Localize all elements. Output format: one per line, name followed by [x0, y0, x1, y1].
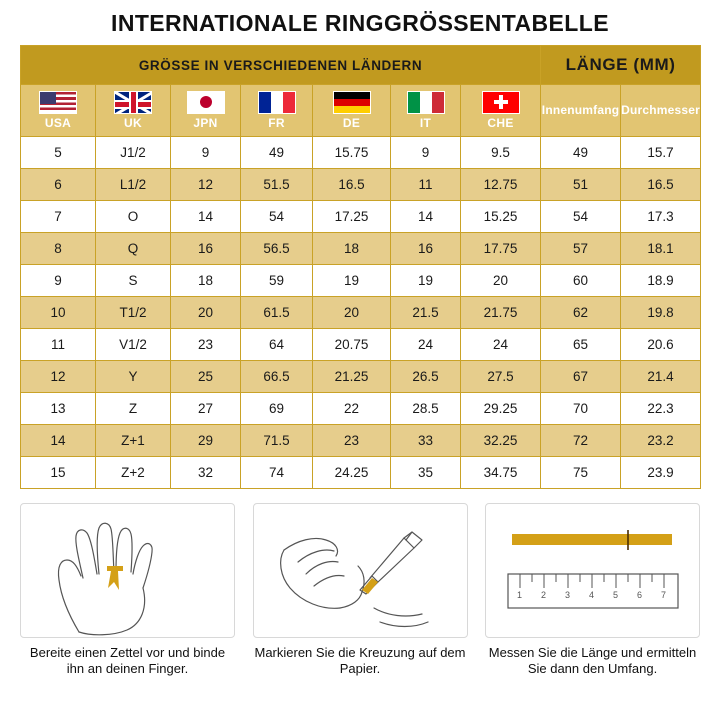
cell-jpn: 29 [171, 425, 241, 457]
cell-uk: J1/2 [96, 137, 171, 169]
cell-usa: 14 [21, 425, 96, 457]
cell-uk: T1/2 [96, 297, 171, 329]
page-title: INTERNATIONALE RINGGRÖSSENTABELLE [111, 10, 609, 36]
cell-usa: 9 [21, 265, 96, 297]
column-header-usa [21, 85, 96, 137]
cell-che: 34.75 [461, 457, 541, 489]
cell-usa: 10 [21, 297, 96, 329]
column-code-de: DE [342, 115, 361, 130]
cell-usa: 12 [21, 361, 96, 393]
cell-uk: Z [96, 393, 171, 425]
instruction-steps [20, 503, 700, 677]
hand-marking-paper-with-pen-illustration [253, 503, 468, 638]
cell-che: 21.75 [461, 297, 541, 329]
cell-innenumfang: 57 [541, 233, 621, 265]
cell-che: 15.25 [461, 201, 541, 233]
cell-che: 24 [461, 329, 541, 361]
cell-de: 21.25 [313, 361, 391, 393]
step-3 [485, 503, 700, 677]
cell-it: 33 [391, 425, 461, 457]
cell-de: 18 [313, 233, 391, 265]
cell-it: 9 [391, 137, 461, 169]
cell-it: 24 [391, 329, 461, 361]
header-length: LÄNGE (MM) [541, 46, 701, 85]
step-1 [20, 503, 235, 677]
cell-de: 22 [313, 393, 391, 425]
cell-fr: 59 [241, 265, 313, 297]
cell-durchmesser: 21.4 [621, 361, 701, 393]
cell-usa: 7 [21, 201, 96, 233]
svg-text:6: 6 [637, 590, 643, 600]
column-header-jpn [171, 85, 241, 137]
cell-fr: 56.5 [241, 233, 313, 265]
cell-jpn: 14 [171, 201, 241, 233]
cell-durchmesser: 16.5 [621, 169, 701, 201]
cell-usa: 8 [21, 233, 96, 265]
cell-che: 9.5 [461, 137, 541, 169]
column-code-usa: USA [44, 115, 72, 130]
cell-jpn: 18 [171, 265, 241, 297]
cell-de: 19 [313, 265, 391, 297]
cell-che: 29.25 [461, 393, 541, 425]
flag-usa-icon [39, 91, 77, 114]
cell-jpn: 32 [171, 457, 241, 489]
cell-fr: 54 [241, 201, 313, 233]
cell-uk: Z+2 [96, 457, 171, 489]
cell-jpn: 20 [171, 297, 241, 329]
svg-text:1: 1 [517, 590, 523, 600]
step-2 [253, 503, 468, 677]
column-header-durchmesser: Durchmesser [621, 85, 701, 137]
cell-innenumfang: 54 [541, 201, 621, 233]
column-header-uk [96, 85, 171, 137]
table-row [21, 297, 701, 329]
cell-usa: 6 [21, 169, 96, 201]
cell-durchmesser: 15.7 [621, 137, 701, 169]
cell-durchmesser: 20.6 [621, 329, 701, 361]
cell-innenumfang: 62 [541, 297, 621, 329]
flag-france-icon [258, 91, 296, 114]
svg-text:7: 7 [661, 590, 667, 600]
flag-germany-icon [333, 91, 371, 114]
step-1-caption: Bereite einen Zettel vor und binde ihn an deinen Finger. [29, 645, 226, 676]
cell-innenumfang: 49 [541, 137, 621, 169]
cell-innenumfang: 72 [541, 425, 621, 457]
cell-usa: 5 [21, 137, 96, 169]
column-code-fr: FR [268, 115, 285, 130]
cell-innenumfang: 67 [541, 361, 621, 393]
cell-de: 17.25 [313, 201, 391, 233]
table-row [21, 361, 701, 393]
cell-it: 16 [391, 233, 461, 265]
cell-fr: 71.5 [241, 425, 313, 457]
cell-de: 20.75 [313, 329, 391, 361]
cell-it: 28.5 [391, 393, 461, 425]
flag-uk-icon [114, 91, 152, 114]
table-row [21, 425, 701, 457]
cell-innenumfang: 65 [541, 329, 621, 361]
table-row [21, 457, 701, 489]
table-row [21, 233, 701, 265]
cell-usa: 13 [21, 393, 96, 425]
hand-with-paper-strip-illustration [20, 503, 235, 638]
cell-de: 24.25 [313, 457, 391, 489]
cell-innenumfang: 60 [541, 265, 621, 297]
cell-jpn: 12 [171, 169, 241, 201]
cell-jpn: 27 [171, 393, 241, 425]
cell-uk: Y [96, 361, 171, 393]
cell-it: 19 [391, 265, 461, 297]
cell-innenumfang: 75 [541, 457, 621, 489]
cell-uk: S [96, 265, 171, 297]
cell-uk: O [96, 201, 171, 233]
cell-durchmesser: 19.8 [621, 297, 701, 329]
cell-durchmesser: 18.1 [621, 233, 701, 265]
cell-uk: V1/2 [96, 329, 171, 361]
cell-jpn: 25 [171, 361, 241, 393]
cell-durchmesser: 17.3 [621, 201, 701, 233]
ruler-measuring-paper-strip-illustration [485, 503, 700, 638]
cell-durchmesser: 18.9 [621, 265, 701, 297]
cell-che: 12.75 [461, 169, 541, 201]
cell-jpn: 16 [171, 233, 241, 265]
cell-de: 16.5 [313, 169, 391, 201]
cell-fr: 51.5 [241, 169, 313, 201]
column-header-innenumfang: Innenumfang [541, 85, 621, 137]
table-row [21, 169, 701, 201]
cell-durchmesser: 22.3 [621, 393, 701, 425]
cell-innenumfang: 51 [541, 169, 621, 201]
table-group-header-row [21, 46, 701, 85]
column-code-che: CHE [487, 115, 514, 130]
column-header-it [391, 85, 461, 137]
step-3-caption: Messen Sie die Länge und ermitteln Sie dann den Umfang. [488, 645, 697, 676]
flag-japan-icon [187, 91, 225, 114]
column-code-it: IT [419, 115, 432, 130]
svg-text:5: 5 [613, 590, 619, 600]
cell-de: 23 [313, 425, 391, 457]
flag-italy-icon [407, 91, 445, 114]
cell-fr: 69 [241, 393, 313, 425]
cell-uk: Z+1 [96, 425, 171, 457]
cell-fr: 74 [241, 457, 313, 489]
cell-jpn: 9 [171, 137, 241, 169]
cell-usa: 15 [21, 457, 96, 489]
header-countries: GRÖSSE IN VERSCHIEDENEN LÄNDERN [21, 46, 541, 85]
cell-che: 32.25 [461, 425, 541, 457]
cell-de: 20 [313, 297, 391, 329]
cell-fr: 64 [241, 329, 313, 361]
table-row [21, 137, 701, 169]
ring-size-table [20, 45, 701, 489]
column-header-de [313, 85, 391, 137]
cell-de: 15.75 [313, 137, 391, 169]
table-row [21, 201, 701, 233]
cell-che: 27.5 [461, 361, 541, 393]
flag-switzerland-icon [482, 91, 520, 114]
cell-uk: L1/2 [96, 169, 171, 201]
cell-usa: 11 [21, 329, 96, 361]
cell-durchmesser: 23.9 [621, 457, 701, 489]
cell-it: 14 [391, 201, 461, 233]
column-header-fr [241, 85, 313, 137]
column-code-jpn: JPN [193, 115, 218, 130]
svg-text:2: 2 [541, 590, 547, 600]
table-row [21, 329, 701, 361]
cell-it: 26.5 [391, 361, 461, 393]
cell-fr: 61.5 [241, 297, 313, 329]
step-2-caption: Markieren Sie die Kreuzung auf dem Papier. [254, 645, 466, 676]
svg-text:3: 3 [565, 590, 571, 600]
cell-che: 17.75 [461, 233, 541, 265]
cell-fr: 66.5 [241, 361, 313, 393]
table-row [21, 265, 701, 297]
table-column-header-row [21, 85, 701, 137]
svg-text:4: 4 [589, 590, 595, 600]
column-header-che [461, 85, 541, 137]
cell-durchmesser: 23.2 [621, 425, 701, 457]
cell-it: 21.5 [391, 297, 461, 329]
column-code-uk: UK [124, 115, 142, 130]
cell-it: 11 [391, 169, 461, 201]
cell-uk: Q [96, 233, 171, 265]
cell-innenumfang: 70 [541, 393, 621, 425]
cell-che: 20 [461, 265, 541, 297]
cell-fr: 49 [241, 137, 313, 169]
cell-it: 35 [391, 457, 461, 489]
cell-jpn: 23 [171, 329, 241, 361]
table-row [21, 393, 701, 425]
